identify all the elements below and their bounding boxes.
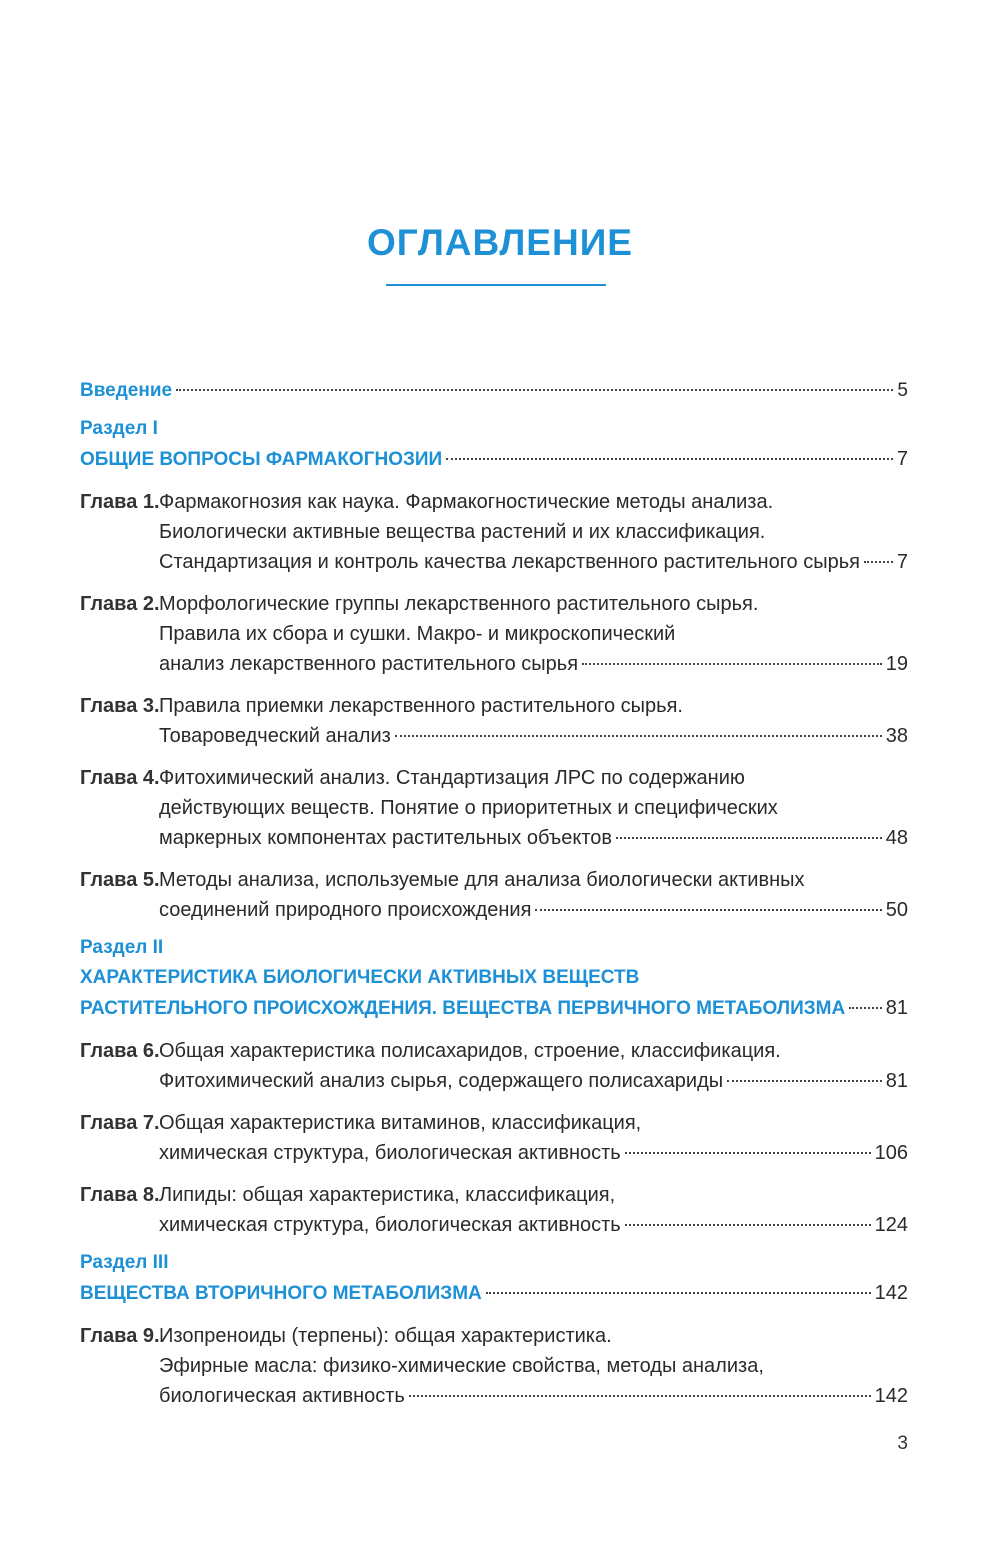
toc-chapter-6[interactable] <box>80 1036 908 1096</box>
chapter-title-line: Стандартизация и контроль качества лекарственного растительного сырья <box>159 551 860 573</box>
dot-leader <box>864 561 893 563</box>
page-ref: 38 <box>885 725 908 747</box>
chapter-title-line: химическая структура, биологическая активность <box>159 1142 621 1164</box>
chapter-title-line: биологическая активность <box>159 1385 405 1407</box>
chapter-title-line: Правила приемки лекарственного растительного сырья. <box>159 695 683 717</box>
chapter-title-line: Общая характеристика витаминов, классификация, <box>159 1112 642 1134</box>
part-title: ХАРАКТЕРИСТИКА БИОЛОГИЧЕСКИ АКТИВНЫХ ВЕЩЕСТВ <box>80 967 640 988</box>
page-ref: 81 <box>885 1070 908 1092</box>
dot-leader <box>395 735 882 737</box>
chapter-label: Глава 2. <box>80 593 160 615</box>
dot-leader <box>582 663 882 665</box>
part-label: Раздел II <box>80 937 164 958</box>
chapter-title-line: Правила их сбора и сушки. Макро- и микроскопический <box>159 623 676 645</box>
toc-part-2[interactable] <box>80 933 908 1024</box>
toc-chapter-8[interactable] <box>80 1180 908 1240</box>
page-ref: 50 <box>885 899 908 921</box>
part-title: РАСТИТЕЛЬНОГО ПРОИСХОЖДЕНИЯ. ВЕЩЕСТВА ПЕРВИЧНОГО МЕТАБОЛИЗМА <box>80 998 846 1019</box>
page-ref: 106 <box>874 1142 908 1164</box>
part-title: ОБЩИЕ ВОПРОСЫ ФАРМАКОГНОЗИИ <box>80 449 443 470</box>
page-ref: 142 <box>874 1385 908 1407</box>
page-number: 3 <box>897 1433 908 1454</box>
toc-chapter-9[interactable] <box>80 1321 908 1411</box>
toc-chapter-2[interactable] <box>80 589 908 679</box>
dot-leader <box>849 1007 882 1009</box>
chapter-title-line: маркерных компонентах растительных объектов <box>159 827 613 849</box>
chapter-title-line: Биологически активные вещества растений и их классификация. <box>159 521 766 543</box>
heading-underline <box>386 284 606 286</box>
chapter-title-line: Фитохимический анализ сырья, содержащего полисахариды <box>159 1070 724 1092</box>
toc-entry-intro[interactable] <box>80 376 908 406</box>
chapter-label: Глава 9. <box>80 1325 160 1347</box>
dot-leader <box>625 1152 871 1154</box>
dot-leader <box>446 458 893 460</box>
chapter-label: Глава 1. <box>80 491 160 513</box>
chapter-label: Глава 8. <box>80 1184 160 1206</box>
dot-leader <box>409 1395 871 1397</box>
intro-title: Введение <box>80 380 173 401</box>
toc-heading: ОГЛАВЛЕНИЕ <box>367 222 633 263</box>
dot-leader <box>727 1080 882 1082</box>
chapter-title-line: соединений природного происхождения <box>159 899 532 921</box>
toc-chapter-3[interactable] <box>80 691 908 751</box>
dot-leader <box>176 389 893 391</box>
page-ref: 81 <box>885 997 908 1019</box>
page-ref: 7 <box>896 448 908 470</box>
part-title: ВЕЩЕСТВА ВТОРИЧНОГО МЕТАБОЛИЗМА <box>80 1283 482 1304</box>
chapter-title-line: Фармакогнозия как наука. Фармакогностические методы анализа. <box>159 491 774 513</box>
chapter-title-line: Общая характеристика полисахаридов, строение, классификация. <box>159 1040 781 1062</box>
toc-chapter-5[interactable] <box>80 865 908 925</box>
toc-chapter-7[interactable] <box>80 1108 908 1168</box>
part-label: Раздел I <box>80 418 158 439</box>
dot-leader <box>616 837 882 839</box>
toc-part-1[interactable] <box>80 414 908 475</box>
chapter-label: Глава 6. <box>80 1040 160 1062</box>
chapter-title-line: Липиды: общая характеристика, классификация, <box>159 1184 616 1206</box>
toc-chapter-4[interactable] <box>80 763 908 853</box>
chapter-label: Глава 5. <box>80 869 160 891</box>
chapter-label: Глава 3. <box>80 695 160 717</box>
chapter-title-line: Изопреноиды (терпены): общая характеристика. <box>159 1325 612 1347</box>
chapter-title-line: химическая структура, биологическая активность <box>159 1214 621 1236</box>
table-of-contents <box>80 376 908 1411</box>
chapter-label: Глава 4. <box>80 767 160 789</box>
page-ref: 7 <box>896 551 908 573</box>
toc-part-3[interactable] <box>80 1248 908 1309</box>
part-label: Раздел III <box>80 1252 169 1273</box>
chapter-title-line: действующих веществ. Понятие о приоритетных и специфических <box>159 797 778 819</box>
toc-chapter-1[interactable] <box>80 487 908 577</box>
page-ref: 142 <box>874 1282 908 1304</box>
dot-leader <box>625 1224 871 1226</box>
chapter-title-line: Методы анализа, используемые для анализа биологически активных <box>159 869 805 891</box>
page-ref: 19 <box>885 653 908 675</box>
dot-leader <box>486 1292 871 1294</box>
chapter-title-line: анализ лекарственного растительного сырья <box>159 653 579 675</box>
chapter-title-line: Морфологические группы лекарственного растительного сырья. <box>159 593 759 615</box>
chapter-label: Глава 7. <box>80 1112 160 1134</box>
page-ref: 48 <box>885 827 908 849</box>
chapter-title-line: Фитохимический анализ. Стандартизация ЛРС по содержанию <box>159 767 745 789</box>
page-ref: 5 <box>897 380 908 401</box>
chapter-title-line: Товароведческий анализ <box>159 725 391 747</box>
dot-leader <box>535 909 881 911</box>
chapter-title-line: Эфирные масла: физико-химические свойства, методы анализа, <box>159 1355 764 1377</box>
page-ref: 124 <box>874 1214 908 1236</box>
